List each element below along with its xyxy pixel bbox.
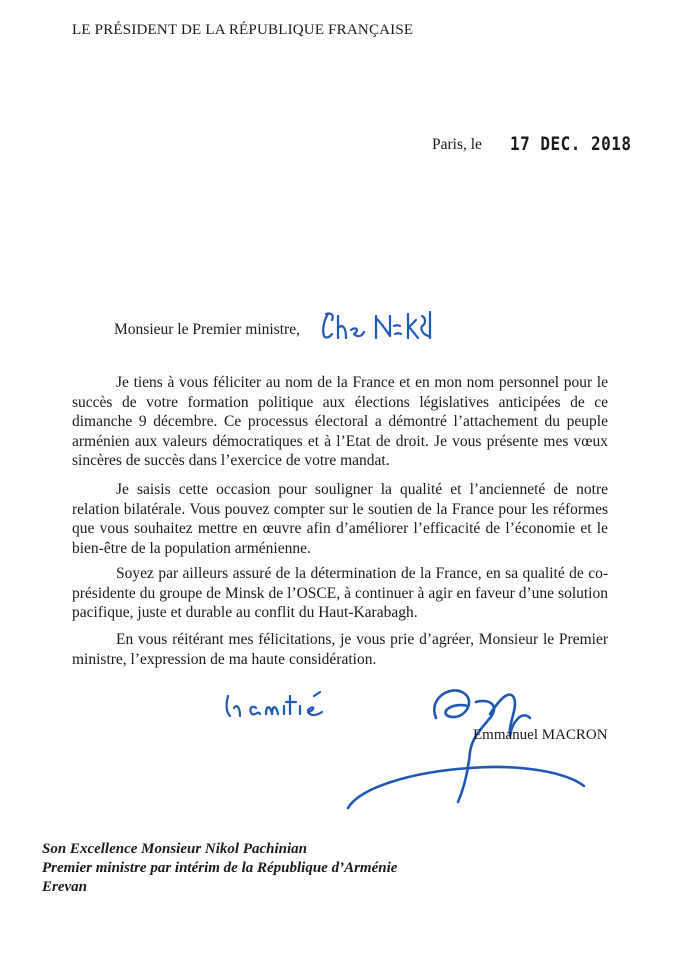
- paragraph-text: Soyez par ailleurs assuré de la détermination de la France, en sa qualité de co-présidente du groupe de Minsk de l’OSCE, à continuer à agir en faveur d’une solution pacifique, juste et durable au conflit du Haut-Karabagh.: [72, 565, 608, 621]
- recipient-block: [42, 840, 397, 897]
- paragraph-3: [72, 564, 608, 623]
- handwritten-greeting: [318, 306, 438, 344]
- paragraph-text: En vous réitérant mes félicitations, je vous prie d’agréer, Monsieur le Premier ministre, l’expression de ma haute considération.: [72, 631, 608, 668]
- recipient-line-3: Erevan: [42, 879, 87, 895]
- date-place: Paris, le: [432, 136, 482, 153]
- paragraph-text: Je tiens à vous féliciter au nom de la France et en mon nom personnel pour le succès de votre formation politique aux élections législatives anticipées de ce dimanche 9 décembre. Ce processus électoral a démontré l’attachement du peuple arménien aux valeurs démocratiques et à l’Etat de droit. Je vous présente mes vœux sincères de succès dans l’exercice de votre mandat.: [72, 374, 608, 469]
- paragraph-2: [72, 480, 608, 558]
- date-stamp: 17 DEC. 2018: [509, 132, 632, 155]
- paragraph-4: [72, 630, 608, 669]
- paragraph-text: Je saisis cette occasion pour souligner la qualité et l’ancienneté de notre relation bilatérale. Vous pouvez compter sur le soutien de la France pour les réformes que vous souhaitez mettre en œuvre afin d’améliorer l’efficacité de l’économie et le bien-être de la population arménienne.: [72, 481, 608, 557]
- dateline: [432, 134, 632, 154]
- signature: [340, 676, 590, 821]
- paragraph-1: [72, 373, 608, 471]
- handwritten-closing: [222, 686, 332, 722]
- letterhead: LE PRÉSIDENT DE LA RÉPUBLIQUE FRANÇAISE: [72, 22, 414, 38]
- recipient-line-2: Premier ministre par intérim de la République d’Arménie: [42, 860, 398, 876]
- salutation: Monsieur le Premier ministre,: [114, 321, 300, 338]
- recipient-line-1: Son Excellence Monsieur Nikol Pachinian: [42, 841, 308, 857]
- signatory-name: Emmanuel MACRON: [473, 727, 608, 743]
